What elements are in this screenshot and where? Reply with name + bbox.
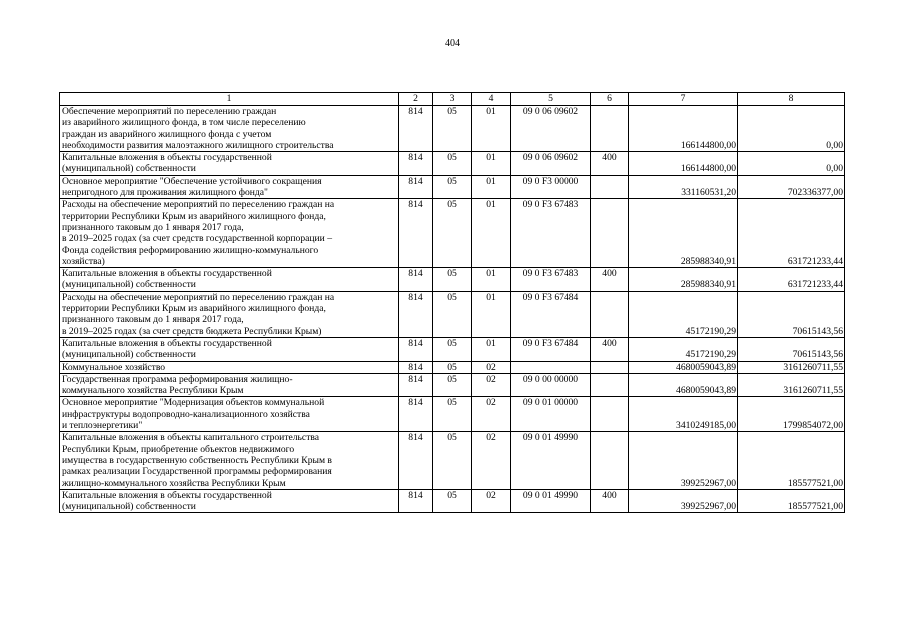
table-row — [60, 397, 845, 432]
cell-description — [60, 268, 399, 292]
description-line: и теплоэнергетики" — [62, 420, 143, 432]
cell-section: 05 — [433, 199, 472, 268]
column-header: 2 — [399, 93, 433, 106]
cell-target-article: 09 0 00 00000 — [511, 373, 591, 397]
description-line: Основное мероприятие "Обеспечение устойчивого сокращения — [62, 175, 322, 187]
cell-amount-year2: 3161260711,55 — [738, 373, 845, 397]
cell-grbs: 814 — [399, 337, 433, 361]
cell-grbs: 814 — [399, 397, 433, 432]
cell-description — [60, 373, 399, 397]
table-row — [60, 337, 845, 361]
cell-amount-year1: 285988340,91 — [629, 199, 738, 268]
cell-section: 05 — [433, 397, 472, 432]
cell-expense-type: 400 — [591, 337, 629, 361]
cell-amount-year2: 70615143,56 — [738, 291, 845, 337]
description-line: коммунального хозяйства Республики Крым — [62, 385, 244, 397]
description-line: необходимости развития малоэтажного жилищного строительства — [62, 139, 334, 151]
cell-amount-year2: 185577521,00 — [738, 489, 845, 513]
description-line: из аварийного жилищного фонда, в том числе переселению — [62, 117, 306, 129]
description-line: Капитальные вложения в объекты государственной — [62, 489, 272, 501]
cell-expense-type — [591, 199, 629, 268]
cell-description — [60, 152, 399, 176]
cell-expense-type: 400 — [591, 152, 629, 176]
column-header: 4 — [472, 93, 511, 106]
cell-section: 05 — [433, 337, 472, 361]
cell-expense-type: 400 — [591, 268, 629, 292]
cell-section: 05 — [433, 361, 472, 373]
cell-subsection: 02 — [472, 489, 511, 513]
description-line: (муниципальной) собственности — [62, 279, 196, 291]
table-row — [60, 152, 845, 176]
table-row — [60, 361, 845, 373]
table-row — [60, 489, 845, 513]
cell-target-article: 09 0 01 49990 — [511, 432, 591, 489]
cell-target-article: 09 0 F3 67484 — [511, 291, 591, 337]
column-header: 7 — [629, 93, 738, 106]
description-line: признанного таковым до 1 января 2017 года, — [62, 314, 244, 326]
cell-section: 05 — [433, 373, 472, 397]
cell-amount-year1: 166144800,00 — [629, 152, 738, 176]
cell-subsection: 02 — [472, 432, 511, 489]
cell-expense-type — [591, 291, 629, 337]
table-row — [60, 291, 845, 337]
cell-expense-type — [591, 397, 629, 432]
cell-amount-year2: 70615143,56 — [738, 337, 845, 361]
cell-target-article: 09 0 F3 00000 — [511, 175, 591, 199]
cell-subsection: 02 — [472, 373, 511, 397]
cell-section: 05 — [433, 291, 472, 337]
cell-amount-year2: 185577521,00 — [738, 432, 845, 489]
cell-amount-year2: 0,00 — [738, 106, 845, 152]
cell-grbs: 814 — [399, 291, 433, 337]
description-line: Капитальные вложения в объекты государственной — [62, 152, 272, 164]
table-row — [60, 106, 845, 152]
description-line: хозяйства) — [62, 255, 105, 267]
cell-description — [60, 432, 399, 489]
cell-amount-year1: 285988340,91 — [629, 268, 738, 292]
cell-amount-year1: 3410249185,00 — [629, 397, 738, 432]
cell-amount-year2: 631721233,44 — [738, 268, 845, 292]
cell-amount-year1: 4680059043,89 — [629, 373, 738, 397]
cell-amount-year2: 0,00 — [738, 152, 845, 176]
description-line: рамках реализации Государственной программы реформирования — [62, 466, 332, 478]
description-line: (муниципальной) собственности — [62, 163, 196, 175]
cell-expense-type — [591, 175, 629, 199]
cell-expense-type: 400 — [591, 489, 629, 513]
cell-description — [60, 397, 399, 432]
cell-description — [60, 337, 399, 361]
cell-description — [60, 175, 399, 199]
cell-section: 05 — [433, 432, 472, 489]
description-line: Расходы на обеспечение мероприятий по переселению граждан на — [62, 199, 335, 211]
column-header: 1 — [60, 93, 399, 106]
cell-grbs: 814 — [399, 489, 433, 513]
cell-grbs: 814 — [399, 361, 433, 373]
cell-section: 05 — [433, 106, 472, 152]
cell-subsection: 01 — [472, 199, 511, 268]
description-line: Расходы на обеспечение мероприятий по переселению граждан на — [62, 291, 335, 303]
cell-grbs: 814 — [399, 432, 433, 489]
description-line: имущества в государственную собственность Республики Крым в — [62, 454, 332, 466]
cell-subsection: 02 — [472, 397, 511, 432]
cell-target-article: 09 0 06 09602 — [511, 106, 591, 152]
cell-amount-year2: 702336377,00 — [738, 175, 845, 199]
cell-subsection: 02 — [472, 361, 511, 373]
description-line: (муниципальной) собственности — [62, 501, 196, 513]
cell-subsection: 01 — [472, 291, 511, 337]
cell-description — [60, 361, 399, 373]
cell-grbs: 814 — [399, 106, 433, 152]
description-line: Капитальные вложения в объекты капитального строительства — [62, 432, 320, 444]
cell-section: 05 — [433, 268, 472, 292]
cell-amount-year1: 166144800,00 — [629, 106, 738, 152]
cell-description — [60, 106, 399, 152]
cell-expense-type — [591, 361, 629, 373]
cell-description — [60, 489, 399, 513]
cell-grbs: 814 — [399, 175, 433, 199]
description-line: Коммунальное хозяйство — [62, 361, 166, 373]
cell-expense-type — [591, 373, 629, 397]
table-row — [60, 175, 845, 199]
description-line: Капитальные вложения в объекты государственной — [62, 268, 272, 280]
cell-subsection: 01 — [472, 175, 511, 199]
table-row — [60, 199, 845, 268]
cell-amount-year1: 399252967,00 — [629, 432, 738, 489]
description-line: жилищно-коммунального хозяйства Республики Крым — [62, 477, 286, 489]
description-line: граждан из аварийного жилищного фонда с учетом — [62, 128, 272, 140]
description-line: в 2019–2025 годах (за счет средств государственной корпорации – — [62, 233, 333, 245]
cell-target-article: 09 0 06 09602 — [511, 152, 591, 176]
cell-target-article: 09 0 F3 67484 — [511, 337, 591, 361]
cell-section: 05 — [433, 489, 472, 513]
table-row — [60, 268, 845, 292]
cell-description — [60, 291, 399, 337]
column-header: 6 — [591, 93, 629, 106]
description-line: Основное мероприятие "Модернизация объектов коммунальной — [62, 397, 325, 409]
cell-amount-year2: 631721233,44 — [738, 199, 845, 268]
cell-expense-type — [591, 106, 629, 152]
description-line: инфраструктуры водопроводно-канализационного хозяйства — [62, 408, 310, 420]
page-number: 404 — [445, 38, 460, 49]
cell-target-article: 09 0 F3 67483 — [511, 268, 591, 292]
description-line: в 2019–2025 годах (за счет средств бюджета Республики Крым) — [62, 325, 322, 337]
cell-section: 05 — [433, 175, 472, 199]
cell-grbs: 814 — [399, 152, 433, 176]
budget-table — [59, 92, 845, 513]
cell-target-article: 09 0 01 49990 — [511, 489, 591, 513]
column-header: 5 — [511, 93, 591, 106]
column-header: 3 — [433, 93, 472, 106]
description-line: (муниципальной) собственности — [62, 349, 196, 361]
cell-amount-year2: 3161260711,55 — [738, 361, 845, 373]
cell-grbs: 814 — [399, 268, 433, 292]
cell-amount-year1: 45172190,29 — [629, 291, 738, 337]
cell-subsection: 01 — [472, 337, 511, 361]
header-row — [60, 93, 845, 106]
description-line: Фонда содействия реформированию жилищно-коммунального — [62, 244, 319, 256]
description-line: территории Республики Крым из аварийного жилищного фонда, — [62, 210, 326, 222]
description-line: признанного таковым до 1 января 2017 года, — [62, 221, 244, 233]
cell-target-article: 09 0 F3 67483 — [511, 199, 591, 268]
cell-subsection: 01 — [472, 106, 511, 152]
cell-amount-year1: 331160531,20 — [629, 175, 738, 199]
table-row — [60, 432, 845, 489]
cell-subsection: 01 — [472, 152, 511, 176]
description-line: Государственная программа реформирования жилищно- — [62, 373, 293, 385]
cell-section: 05 — [433, 152, 472, 176]
table-row — [60, 373, 845, 397]
cell-target-article — [511, 361, 591, 373]
cell-amount-year1: 4680059043,89 — [629, 361, 738, 373]
cell-amount-year1: 45172190,29 — [629, 337, 738, 361]
description-line: территории Республики Крым из аварийного жилищного фонда, — [62, 303, 326, 315]
description-line: Обеспечение мероприятий по переселению граждан — [62, 106, 277, 117]
column-header: 8 — [738, 93, 845, 106]
cell-subsection: 01 — [472, 268, 511, 292]
cell-expense-type — [591, 432, 629, 489]
cell-amount-year2: 1799854072,00 — [738, 397, 845, 432]
cell-amount-year1: 399252967,00 — [629, 489, 738, 513]
description-line: Капитальные вложения в объекты государственной — [62, 337, 272, 349]
description-line: Республики Крым, приобретение объектов недвижимого — [62, 443, 295, 455]
description-line: непригодного для проживания жилищного фонда" — [62, 187, 268, 199]
cell-target-article: 09 0 01 00000 — [511, 397, 591, 432]
cell-description — [60, 199, 399, 268]
cell-grbs: 814 — [399, 373, 433, 397]
cell-grbs: 814 — [399, 199, 433, 268]
